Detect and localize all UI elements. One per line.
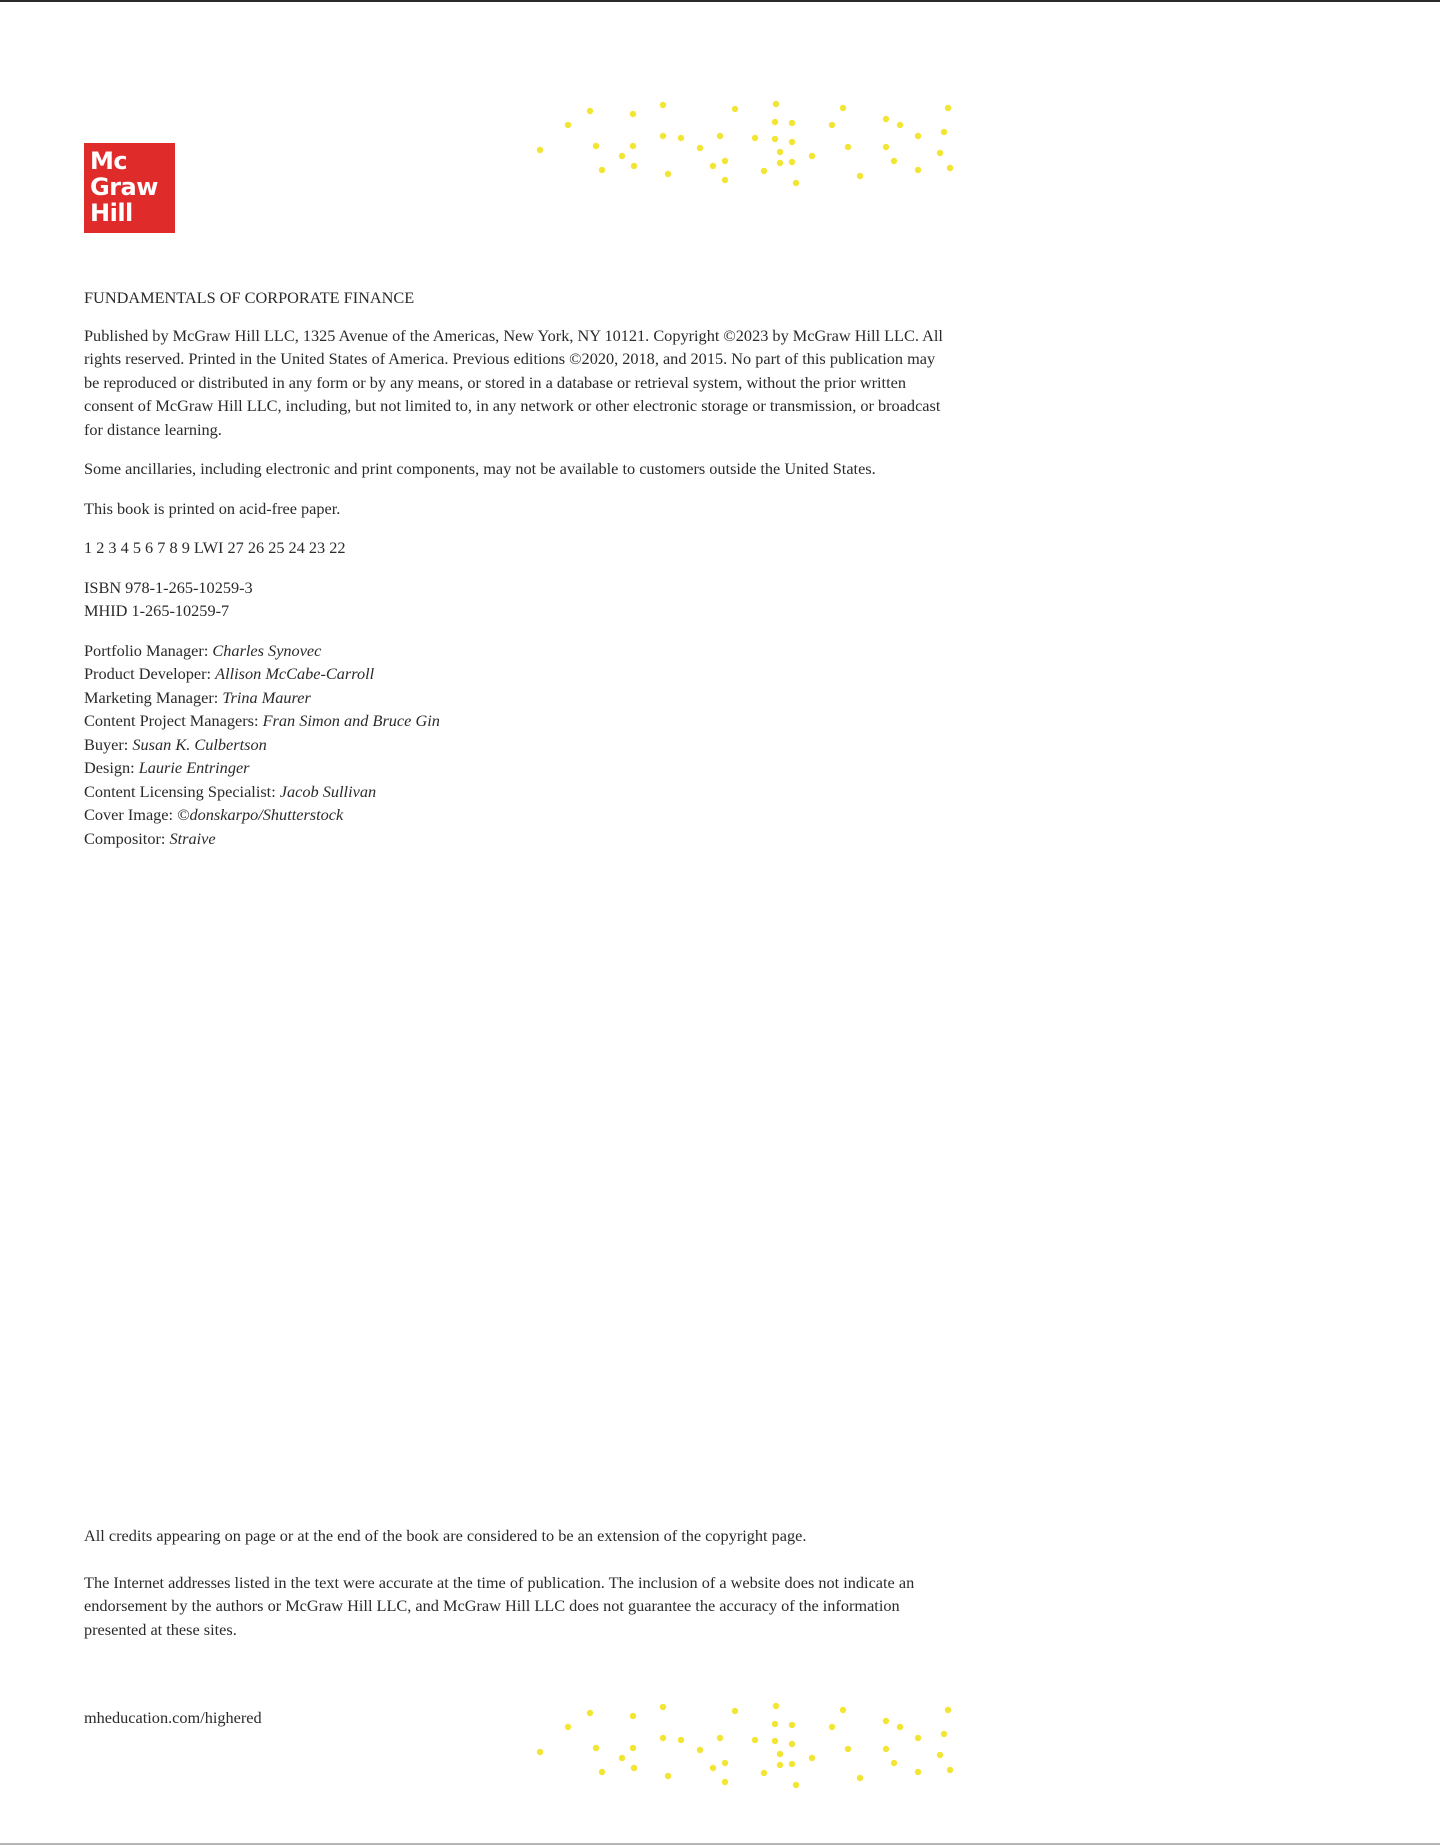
yellow-dot [565, 122, 571, 128]
yellow-dot [587, 1710, 593, 1716]
credit-name: Allison McCabe-Carroll [215, 664, 375, 683]
yellow-dot [537, 1749, 543, 1755]
ancillaries-paragraph: Some ancillaries, including electronic and print components, may not be available to customers outside the United States. [84, 459, 876, 478]
yellow-dot [619, 1755, 625, 1761]
yellow-dot [593, 1745, 599, 1751]
yellow-dot [789, 1761, 795, 1767]
yellow-dot [809, 153, 815, 159]
credit-role: Content Licensing Specialist: [84, 781, 280, 801]
yellow-dot [593, 143, 599, 149]
yellow-dot [883, 144, 889, 150]
credit-name: Laurie Entringer [138, 758, 250, 777]
yellow-dot [829, 122, 835, 128]
credit-line [84, 756, 944, 780]
credit-role: Product Developer: [84, 664, 216, 683]
published-paragraph: Published by McGraw Hill LLC, 1325 Avenue of the Americas, New York, NY 10121. Copyright ©2023 by McGraw Hill LLC. All rights reserved. Printed in the United States of America. Previous editions ©2020, 2018, and 2015. No part of this publication may be reproduced or distributed in any form or by any means, or stored in a database or retrieval system, without the prior written consent of McGraw Hill LLC, including, but not limited to, in any network or other electronic storage or transmission, or broadcast for distance learning. [84, 325, 943, 439]
yellow-dot [772, 136, 778, 142]
yellow-dot [891, 158, 897, 164]
yellow-dot [697, 1747, 703, 1753]
credit-line [84, 662, 944, 686]
credit-role: Design: [84, 758, 139, 777]
yellow-dot [883, 116, 889, 122]
yellow-dot [752, 1737, 758, 1743]
yellow-dot [599, 1769, 605, 1775]
credit-role: Portfolio Manager: [84, 640, 213, 660]
yellow-dot [660, 1735, 666, 1741]
internet-note: The Internet addresses listed in the text were accurate at the time of publication. The inclusion of a website does not indicate an endorsement by the authors or McGraw Hill LLC, and McGraw Hill LLC does not guarantee the accuracy of the information presented at these sites. [84, 1572, 915, 1639]
credit-line [84, 780, 944, 804]
yellow-dot [630, 1745, 636, 1751]
yellow-dot [897, 1724, 903, 1730]
credit-line [84, 827, 944, 851]
yellow-dot [773, 1703, 779, 1709]
yellow-dot [883, 1746, 889, 1752]
yellow-dot [773, 101, 779, 107]
yellow-dot [678, 135, 684, 141]
yellow-dot [722, 1760, 728, 1766]
yellow-dot [793, 180, 799, 186]
yellow-dot [717, 133, 723, 139]
credit-name: Susan K. Culbertson [132, 734, 267, 754]
credit-name: Jacob Sullivan [279, 781, 377, 801]
yellow-dot [599, 167, 605, 173]
yellow-dot [945, 105, 951, 111]
yellow-dot [789, 120, 795, 126]
yellow-dot [789, 1741, 795, 1747]
yellow-dot [777, 149, 783, 155]
yellow-dot [947, 165, 953, 171]
yellow-dot [809, 1755, 815, 1761]
isbn: ISBN 978-1-265-10259-3 [84, 577, 253, 597]
yellow-dot [660, 102, 666, 108]
yellow-dot [660, 133, 666, 139]
yellow-dot [945, 1707, 951, 1713]
yellow-dot [857, 1775, 863, 1781]
logo-line: Mc [90, 147, 128, 175]
credit-line [84, 803, 944, 827]
website-url[interactable]: mheducation.com/highered [84, 1708, 262, 1727]
dot-pattern-bottom [530, 1690, 960, 1790]
yellow-dot [630, 1713, 636, 1719]
credit-role: Compositor: [84, 828, 170, 848]
credit-name: Trina Maurer [222, 687, 311, 707]
yellow-dot [772, 1721, 778, 1727]
yellow-dot [915, 1735, 921, 1741]
mcgraw-hill-logo [84, 143, 175, 233]
logo-line: Graw [90, 173, 158, 201]
yellow-dot [772, 119, 778, 125]
yellow-dot [665, 171, 671, 177]
yellow-dot [845, 1746, 851, 1752]
dot-pattern-top [530, 88, 960, 188]
yellow-dot [722, 1779, 728, 1785]
yellow-dot [587, 108, 593, 114]
credit-name: ©donskarpo/Shutterstock [177, 805, 344, 824]
yellow-dot [915, 167, 921, 173]
print-line: 1 2 3 4 5 6 7 8 9 LWI 27 26 25 24 23 22 [84, 538, 346, 557]
yellow-dot [761, 1770, 767, 1776]
credits-note: All credits appearing on page or at the end of the book are considered to be an extension of the copyright page. [84, 1526, 807, 1545]
yellow-dot [789, 1722, 795, 1728]
yellow-dot [840, 105, 846, 111]
yellow-dot [537, 147, 543, 153]
credit-role: Buyer: [84, 734, 133, 754]
yellow-dot [941, 1731, 947, 1737]
yellow-dot [630, 111, 636, 117]
yellow-dot [777, 160, 783, 166]
yellow-dot [937, 1752, 943, 1758]
credits-list [84, 639, 944, 851]
credit-role: Content Project Managers: [84, 711, 263, 730]
yellow-dot [793, 1782, 799, 1788]
book-title: FUNDAMENTALS OF CORPORATE FINANCE [84, 288, 415, 307]
yellow-dot [937, 150, 943, 156]
yellow-dot [897, 122, 903, 128]
identifiers [84, 576, 944, 623]
credit-role: Marketing Manager: [84, 687, 223, 707]
paper-note: This book is printed on acid-free paper. [84, 498, 341, 518]
yellow-dot [732, 106, 738, 112]
yellow-dot [710, 163, 716, 169]
yellow-dot [915, 133, 921, 139]
yellow-dot [732, 1708, 738, 1714]
yellow-dot [565, 1724, 571, 1730]
yellow-dot [619, 153, 625, 159]
logo-line: Hill [90, 199, 133, 227]
yellow-dot [845, 144, 851, 150]
credit-name: Straive [169, 828, 216, 848]
yellow-dot [630, 143, 636, 149]
yellow-dot [883, 1718, 889, 1724]
yellow-dot [631, 163, 637, 169]
credit-role: Cover Image: [84, 805, 178, 824]
mhid: MHID 1-265-10259-7 [84, 601, 230, 620]
yellow-dot [697, 145, 703, 151]
credit-name: Charles Synovec [212, 640, 322, 660]
yellow-dot [857, 173, 863, 179]
yellow-dot [722, 158, 728, 164]
yellow-dot [660, 1704, 666, 1710]
yellow-dot [947, 1767, 953, 1773]
yellow-dot [789, 159, 795, 165]
footer-notes [84, 1524, 944, 1664]
credit-line [84, 686, 944, 710]
yellow-dot [840, 1707, 846, 1713]
yellow-dot [829, 1724, 835, 1730]
yellow-dot [772, 1738, 778, 1744]
credit-line [84, 733, 944, 757]
yellow-dot [891, 1760, 897, 1766]
yellow-dot [777, 1762, 783, 1768]
credit-line [84, 639, 944, 663]
yellow-dot [717, 1735, 723, 1741]
yellow-dot [941, 129, 947, 135]
top-border [0, 0, 1440, 2]
yellow-dot [722, 177, 728, 183]
yellow-dot [631, 1765, 637, 1771]
credit-line [84, 709, 944, 733]
copyright-content [84, 286, 944, 850]
yellow-dot [789, 139, 795, 145]
yellow-dot [678, 1737, 684, 1743]
yellow-dot [915, 1769, 921, 1775]
yellow-dot [761, 168, 767, 174]
yellow-dot [752, 135, 758, 141]
yellow-dot [665, 1773, 671, 1779]
yellow-dot [777, 1751, 783, 1757]
yellow-dot [710, 1765, 716, 1771]
credit-name: Fran Simon and Bruce Gin [262, 711, 440, 730]
